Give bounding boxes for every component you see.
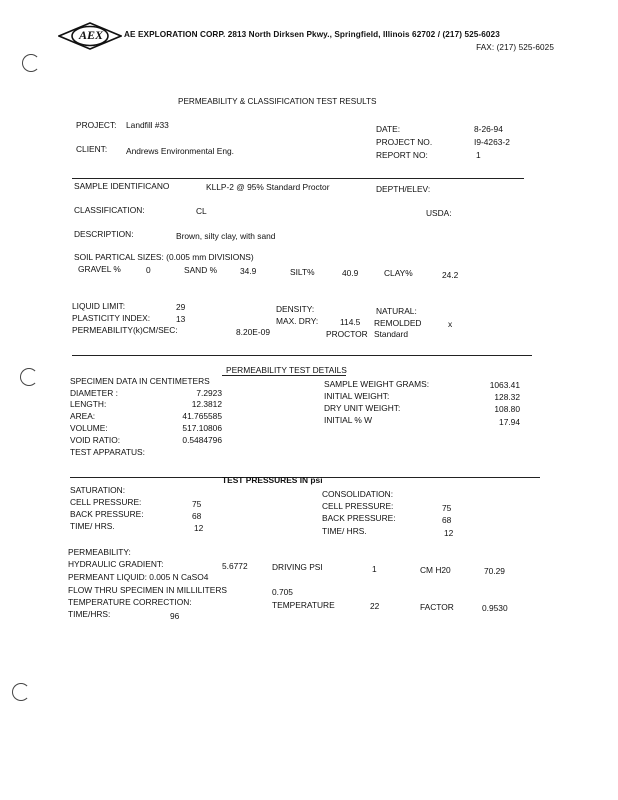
max-dry-label: MAX. DRY: [276, 316, 319, 326]
silt-value: 40.9 [342, 268, 359, 278]
consol-cell-value: 75 [442, 503, 452, 513]
divider-1 [72, 178, 524, 179]
area-value: 41.765585 [182, 411, 222, 421]
usda-label: USDA: [426, 208, 452, 218]
clay-value: 24.2 [442, 270, 459, 280]
letterhead-line1: AE EXPLORATION CORP. 2813 North Dirksen Pkwy., Springfield, Illinois 62702 / (217) 525-6023 [124, 30, 500, 39]
temp-correction-label: TEMPERATURE CORRECTION: [68, 597, 192, 607]
natural-label: NATURAL: [376, 306, 417, 316]
description-value: Brown, silty clay, with sand [176, 231, 276, 241]
gradient-value: 5.6772 [222, 561, 248, 571]
sand-label: SAND % [184, 265, 218, 275]
description-label: DESCRIPTION: [74, 229, 134, 239]
sample-weight-label: SAMPLE WEIGHT GRAMS: [324, 379, 430, 389]
temperature-label: TEMPERATURE [272, 600, 335, 610]
classification-label: CLASSIFICATION: [74, 205, 145, 215]
diameter-label: DIAMETER : [70, 388, 118, 398]
project-label: PROJECT: [76, 120, 117, 130]
cell-pressure-label: CELL PRESSURE: [70, 497, 142, 507]
volume-value: 517.10806 [182, 423, 222, 433]
report-no-value: 1 [476, 150, 481, 160]
gravel-label: GRAVEL % [78, 264, 121, 274]
initial-w-value: 17.94 [499, 417, 520, 427]
initial-weight-label: INITIAL WEIGHT: [324, 391, 390, 401]
company-logo [58, 22, 122, 51]
saturation-label: SATURATION: [70, 485, 126, 495]
clay-label: CLAY% [384, 268, 413, 278]
consol-back-label: BACK PRESSURE: [322, 513, 396, 523]
apparatus-label: TEST APPARATUS: [70, 447, 145, 457]
cm-h20-value: 70.29 [484, 566, 505, 576]
project-no-value: I9-4263-2 [474, 137, 510, 147]
date-value: 8-26-94 [474, 124, 503, 134]
sand-value: 34.9 [240, 266, 257, 276]
plasticity-value: 13 [176, 314, 186, 324]
sample-value: KLLP-2 @ 95% Standard Proctor [206, 182, 330, 192]
permeability-k-label: PERMEABILITY(k)CM/SEC: [72, 325, 178, 335]
cell-pressure-value: 75 [192, 499, 202, 509]
time-hrs-label: TIME/ HRS. [70, 521, 115, 531]
remolded-value: x [448, 319, 453, 329]
sample-weight-value: 1063.41 [489, 380, 520, 390]
length-label: LENGTH: [70, 399, 107, 409]
punch-hole-middle [20, 368, 38, 386]
divider-2 [72, 355, 532, 356]
client-value: Andrews Environmental Eng. [126, 146, 234, 156]
factor-label: FACTOR [420, 602, 454, 612]
permeability-label: PERMEABILITY: [68, 547, 131, 557]
void-ratio-label: VOID RATIO: [70, 435, 121, 445]
max-dry-value: 114.5 [340, 317, 361, 327]
factor-value: 0.9530 [482, 603, 508, 613]
silt-label: SILT% [290, 267, 315, 277]
area-label: AREA: [70, 411, 96, 421]
consolidation-label: CONSOLIDATION: [322, 489, 394, 499]
driving-psi-label: DRIVING PSI [272, 562, 323, 572]
gradient-label: HYDRAULIC GRADIENT: [68, 559, 164, 569]
dry-unit-value: 108.80 [494, 404, 520, 414]
proctor-value: Standard [374, 329, 408, 339]
pressures-heading: TEST PRESSURES IN psi [222, 475, 323, 485]
permeability-k-value: 8.20E-09 [236, 327, 270, 337]
length-value: 12.3812 [191, 399, 222, 409]
heading-rule-1 [222, 375, 346, 376]
specimen-label: SPECIMEN DATA IN CENTIMETERS [70, 376, 210, 386]
classification-value: CL [196, 206, 207, 216]
proctor-label: PROCTOR [326, 329, 368, 339]
back-pressure-value: 68 [192, 511, 202, 521]
sample-label: SAMPLE IDENTIFICANO [74, 181, 170, 191]
date-label: DATE: [376, 124, 401, 134]
project-no-label: PROJECT NO. [376, 137, 433, 147]
flow-label: FLOW THRU SPECIMEN IN MILLILITERS [68, 585, 227, 595]
diameter-value: 7.2923 [196, 388, 222, 398]
project-value: Landfill #33 [126, 120, 169, 130]
depth-label: DEPTH/ELEV: [376, 184, 431, 194]
cm-h20-label: CM H20 [420, 565, 451, 575]
initial-weight-value: 128.32 [494, 392, 520, 402]
report-no-label: REPORT NO: [376, 150, 428, 160]
liquid-limit-value: 29 [176, 302, 186, 312]
time-hrs-value: 12 [194, 523, 204, 533]
perm-details-heading: PERMEABILITY TEST DETAILS [226, 365, 347, 375]
consol-cell-label: CELL PRESSURE: [322, 501, 394, 511]
client-label: CLIENT: [76, 144, 108, 154]
report-title: PERMEABILITY & CLASSIFICATION TEST RESULTS [178, 97, 377, 106]
gravel-value: 0 [146, 265, 151, 275]
liquid-limit-label: LIQUID LIMIT: [72, 301, 126, 311]
driving-psi-value: 1 [372, 564, 377, 574]
logo-text: AEX [79, 28, 104, 42]
dry-unit-label: DRY UNIT WEIGHT: [324, 403, 401, 413]
punch-hole-bottom [12, 683, 30, 701]
letterhead-fax: FAX: (217) 525-6025 [476, 43, 554, 52]
temperature-value: 22 [370, 601, 380, 611]
volume-label: VOLUME: [70, 423, 108, 433]
flow-value: 0.705 [272, 587, 293, 597]
plasticity-label: PLASTICITY INDEX: [72, 313, 151, 323]
consol-time-value: 12 [444, 528, 454, 538]
consol-back-value: 68 [442, 515, 452, 525]
time-hrs-2-label: TIME/HRS: [68, 609, 111, 619]
initial-w-label: INITIAL % W [324, 415, 373, 425]
void-ratio-value: 0.5484796 [182, 435, 222, 445]
soil-sizes-label: SOIL PARTICAL SIZES: (0.005 mm DIVISIONS) [74, 252, 254, 262]
back-pressure-label: BACK PRESSURE: [70, 509, 144, 519]
time-hrs-2-value: 96 [170, 611, 180, 621]
punch-hole-top [22, 54, 40, 72]
consol-time-label: TIME/ HRS. [322, 526, 367, 536]
remolded-label: REMOLDED [374, 318, 422, 328]
density-label: DENSITY: [276, 304, 315, 314]
permeant-liquid-label: PERMEANT LIQUID: 0.005 N CaSO4 [68, 572, 209, 582]
